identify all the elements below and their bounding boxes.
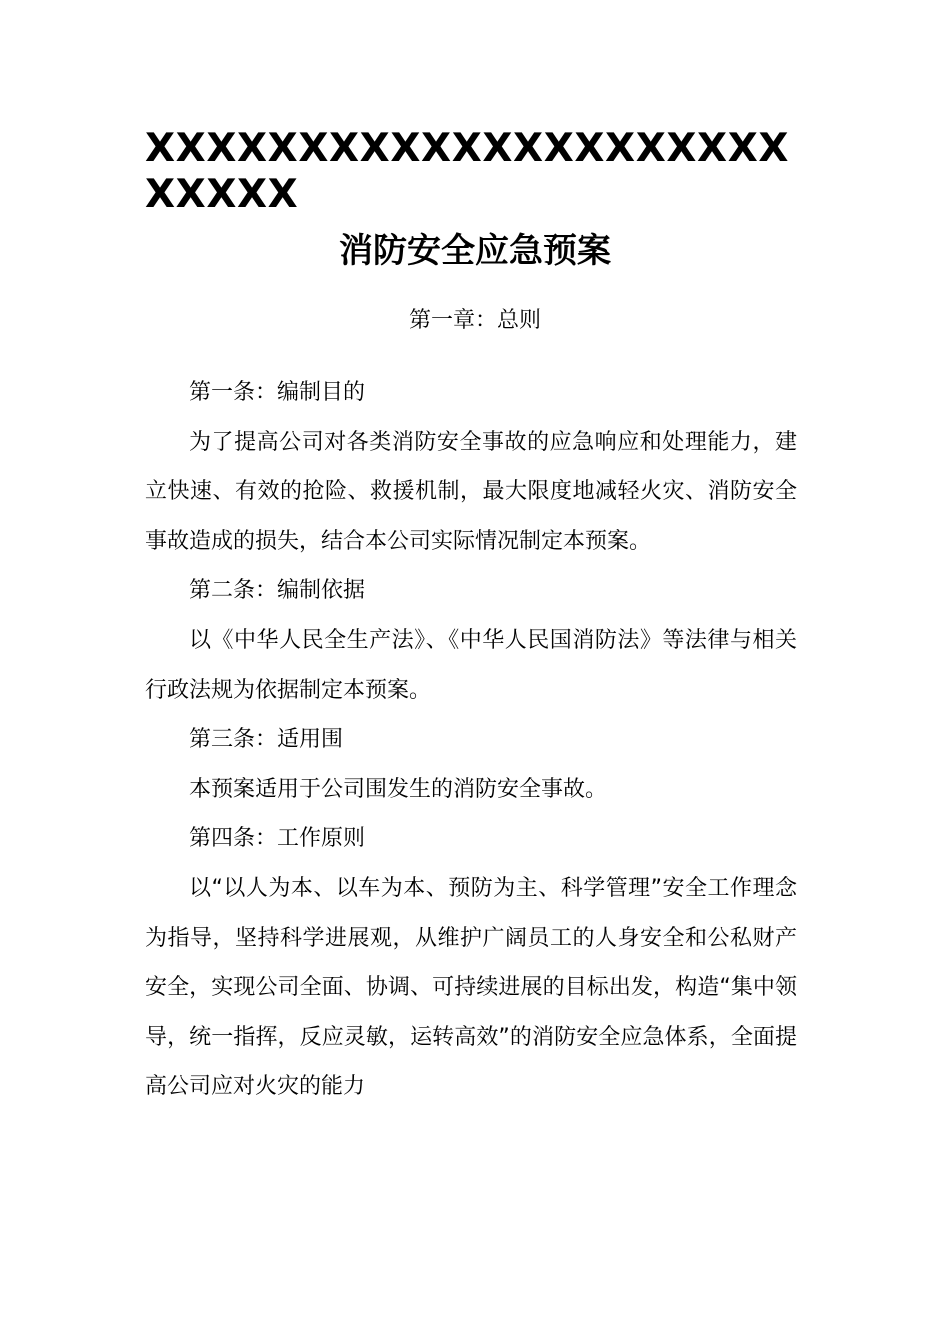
article-1-heading: 第一条：编制目的	[189, 380, 366, 405]
article-4-heading: 第四条：工作原则	[189, 826, 366, 852]
article-3-heading: 第三条：适用围	[189, 727, 344, 753]
article-3-text: 本预案适用于公司围发生的消防安全事故。	[189, 776, 608, 802]
article-1-text: 为了提高公司对各类消防安全事故的应急响应和处理能力，建立快速、有效的抢险、救援机制，最大限度地减轻火灾、消防安全事故造成的损失，结合本公司实际情况制定本预案。	[145, 429, 797, 554]
article-4-text: 以“以人为本、以车为本、预防为主、科学管理”安全工作理念为指导，坚持科学进展观，从维护广阔员工的人身安全和公私财产安全，实现公司全面、协调、可持续进展的目标出发，构造“集中领导，统一指挥，反应灵敏，运转高效”的消防安全应急体系，全面提高公司应对火灾的能力	[145, 875, 798, 1100]
article-2-text: 以《中华人民全生产法》、《中华人民国消防法》等法律与相关行政法规为依据制定本预案。	[145, 627, 797, 703]
company-name: XXXXXXXXXXXXXXXXXXXXXXXXXX	[145, 126, 790, 217]
document-body	[145, 368, 797, 1112]
chapter-heading: 第一章：总则	[408, 308, 541, 333]
article-2-heading: 第二条：编制依据	[189, 578, 366, 604]
document-title: 消防安全应急预案	[339, 231, 611, 271]
